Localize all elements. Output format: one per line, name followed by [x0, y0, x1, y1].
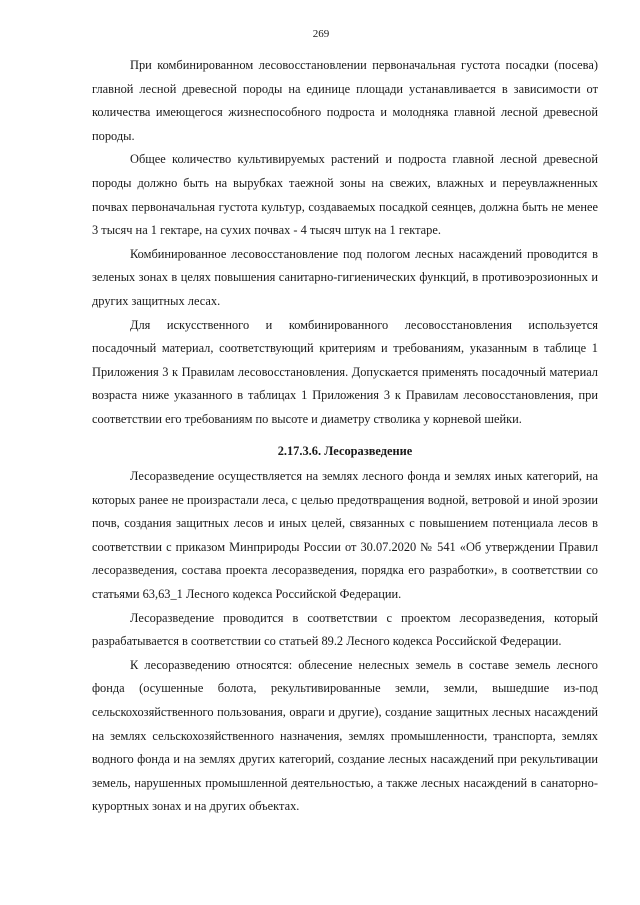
- paragraph-planting-material: Для искусственного и комбинированного лесовосстановления используется посадочный материал, соответствующий критериям и требованиям, указанным в таблице 1 Приложения 3 к Правилам лесовосстановления. Допускается применять посадочный материал возраста ниже указанного в таблицах 1 Приложения 3 к Правилам лесовосстановления, при соответствии его требованиям по высоте и диаметру стволика у корневой шейки.: [92, 317, 598, 426]
- paragraph-canopy-restoration: Комбинированное лесовосстановление под пологом лесных насаждений проводится в зеленых зонах в целях повышения санитарно-гигиенических функций, в противоэрозионных и других защитных лесах.: [92, 246, 598, 308]
- section-heading: 2.17.3.6. Лесоразведение: [277, 443, 413, 458]
- paragraph-afforestation-types: К лесоразведению относятся: облесение нелесных земель в составе земель лесного фонда (осушенные болота, рекультивированные земли, земли, вышедшие из-под сельскохозяйственного пользования, овраги и другие), создание защитных лесных насаждений на землях сельскохозяйственного назначения, землях промышленности, транспорта, землях водного фонда и на землях других категорий, создание лесных насаждений при рекультивации земель, нарушенных промышленной деятельностью, а также лесных насаждений в санаторно-курортных зонах и на других объектах.: [92, 657, 598, 814]
- paragraph-afforestation-project: Лесоразведение проводится в соответствии с проектом лесоразведения, который разрабатывается в соответствии со статьей 89.2 Лесного кодекса Российской Федерации.: [92, 610, 598, 649]
- paragraph-initial-density: При комбинированном лесовосстановлении первоначальная густота посадки (посева) главной лесной древесной породы на единице площади устанавливается в зависимости от количества имеющегося жизнеспособного подроста и молодняка главной лесной древесной породы.: [92, 58, 598, 143]
- page-number: 269: [312, 28, 330, 40]
- paragraph-plant-count: Общее количество культивируемых растений и подроста главной лесной древесной породы должно быть на вырубках таежной зоны на свежих, влажных и переувлажненных почвах первоначальная густота культур, создаваемых посадкой сеянцев, должна быть не менее 3 тысяч на 1 гектаре, на сухих почвах - 4 тысяч штук на 1 гектаре.: [92, 152, 598, 238]
- paragraph-afforestation-definition: Лесоразведение осуществляется на землях лесного фонда и землях иных категорий, на которых ранее не произрастали леса, с целью предотвращения водной, ветровой и иной эрозии почв, создания защитных лесов и иных целей, связанных с повышением потенциала лесов в соответствии с приказом Минприроды России от 30.07.2020 № 541 «Об утверждении Правил лесоразведения, состава проекта лесоразведения, порядка его разработки», в соответствии со статьями 63,63_1 Лесного кодекса Российской Федерации.: [92, 469, 598, 602]
